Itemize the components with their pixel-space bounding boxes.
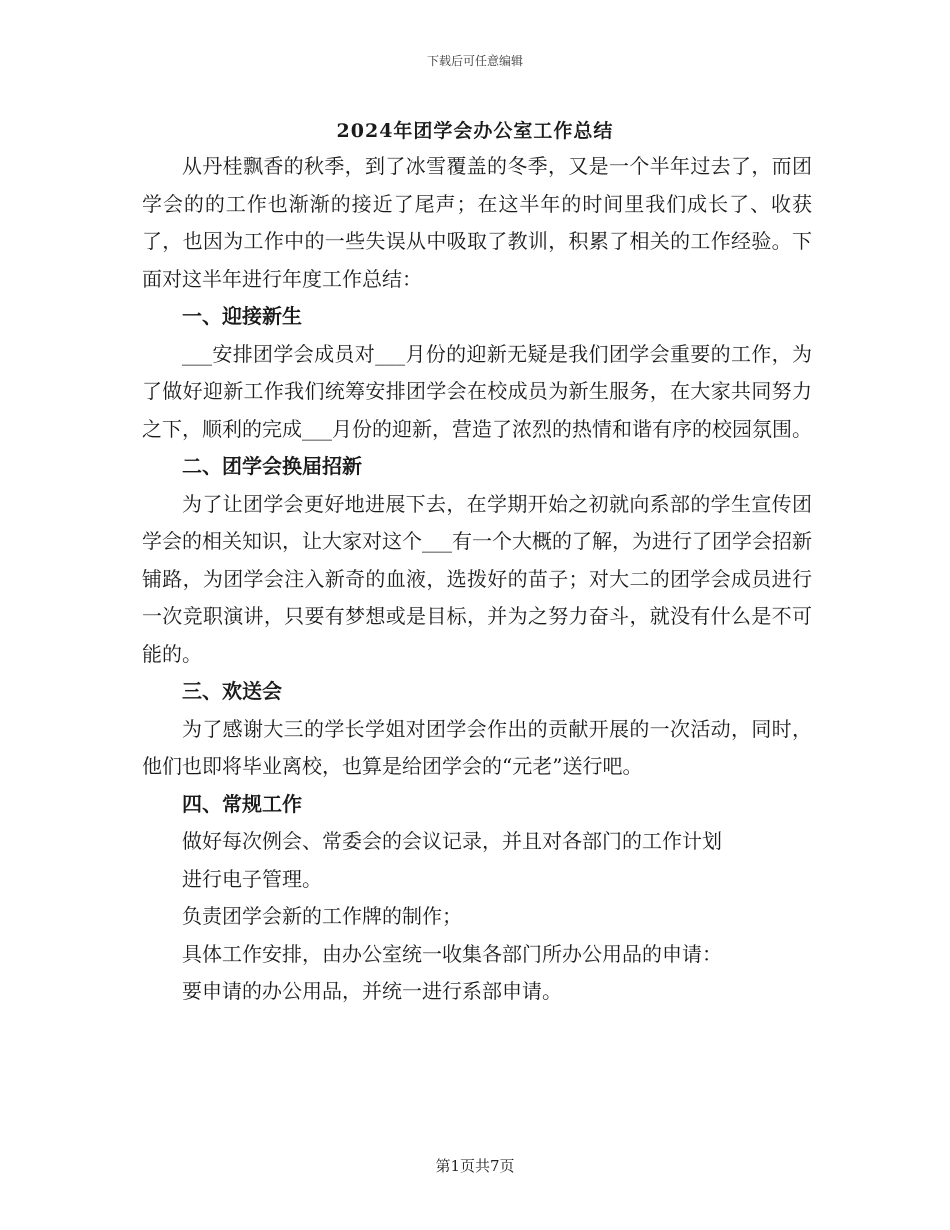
- page-footer: 第1页共7页: [435, 1157, 515, 1175]
- routine-line-2: 进行电子管理。: [182, 866, 322, 891]
- section-heading-4: 四、常规工作: [182, 791, 302, 816]
- routine-line-4: 具体工作安排，由办公室统一收集各部门所办公用品的申请：: [182, 941, 722, 966]
- section-1-paragraph: ___安排团学会成员对___月份的迎新无疑是我们团学会重要的工作，为了做好迎新工作我们统筹安排团学会在校成员为新生服务，在大家共同努力之下，顺利的完成___月份的迎新，营造了浓烈的热情和谐有序的校园氛围。: [142, 341, 812, 441]
- intro-paragraph: 从丹桂飘香的秋季，到了冰雪覆盖的冬季，又是一个半年过去了，而团学会的的工作也渐渐的接近了尾声；在这半年的时间里我们成长了、收获了，也因为工作中的一些失误从中吸取了教训，积累了相关的工作经验。下面对这半年进行年度工作总结：: [142, 154, 812, 291]
- section-heading-1: 一、迎接新生: [182, 304, 302, 328]
- document-body: [142, 148, 812, 1011]
- routine-line-1: 做好每次例会、常委会的会议记录，并且对各部门的工作计划: [182, 829, 722, 853]
- document-title: 2024年团学会办公室工作总结: [336, 120, 614, 142]
- routine-line-3: 负责团学会新的工作牌的制作；: [182, 904, 462, 928]
- section-3-paragraph: 为了感谢大三的学长学姐对团学会作出的贡献开展的一次活动，同时，他们也即将毕业离校，也算是给团学会的“元老”送行吧。: [142, 716, 812, 778]
- section-2-paragraph: 为了让团学会更好地进展下去，在学期开始之初就向系部的学生宣传团学会的相关知识，让大家对这个___有一个大概的了解，为进行了团学会招新铺路，为团学会注入新奇的血液，选拨好的苗子；对大二的团学会成员进行一次竞职演讲，只要有梦想或是目标，并为之努力奋斗，就没有什么是不可能的。: [142, 491, 812, 666]
- routine-line-5: 要申请的办公用品，并统一进行系部申请。: [182, 979, 562, 1003]
- section-heading-2: 二、团学会换届招新: [182, 454, 362, 478]
- header-note: 下载后可任意编辑: [426, 54, 523, 68]
- section-heading-3: 三、欢送会: [182, 679, 282, 703]
